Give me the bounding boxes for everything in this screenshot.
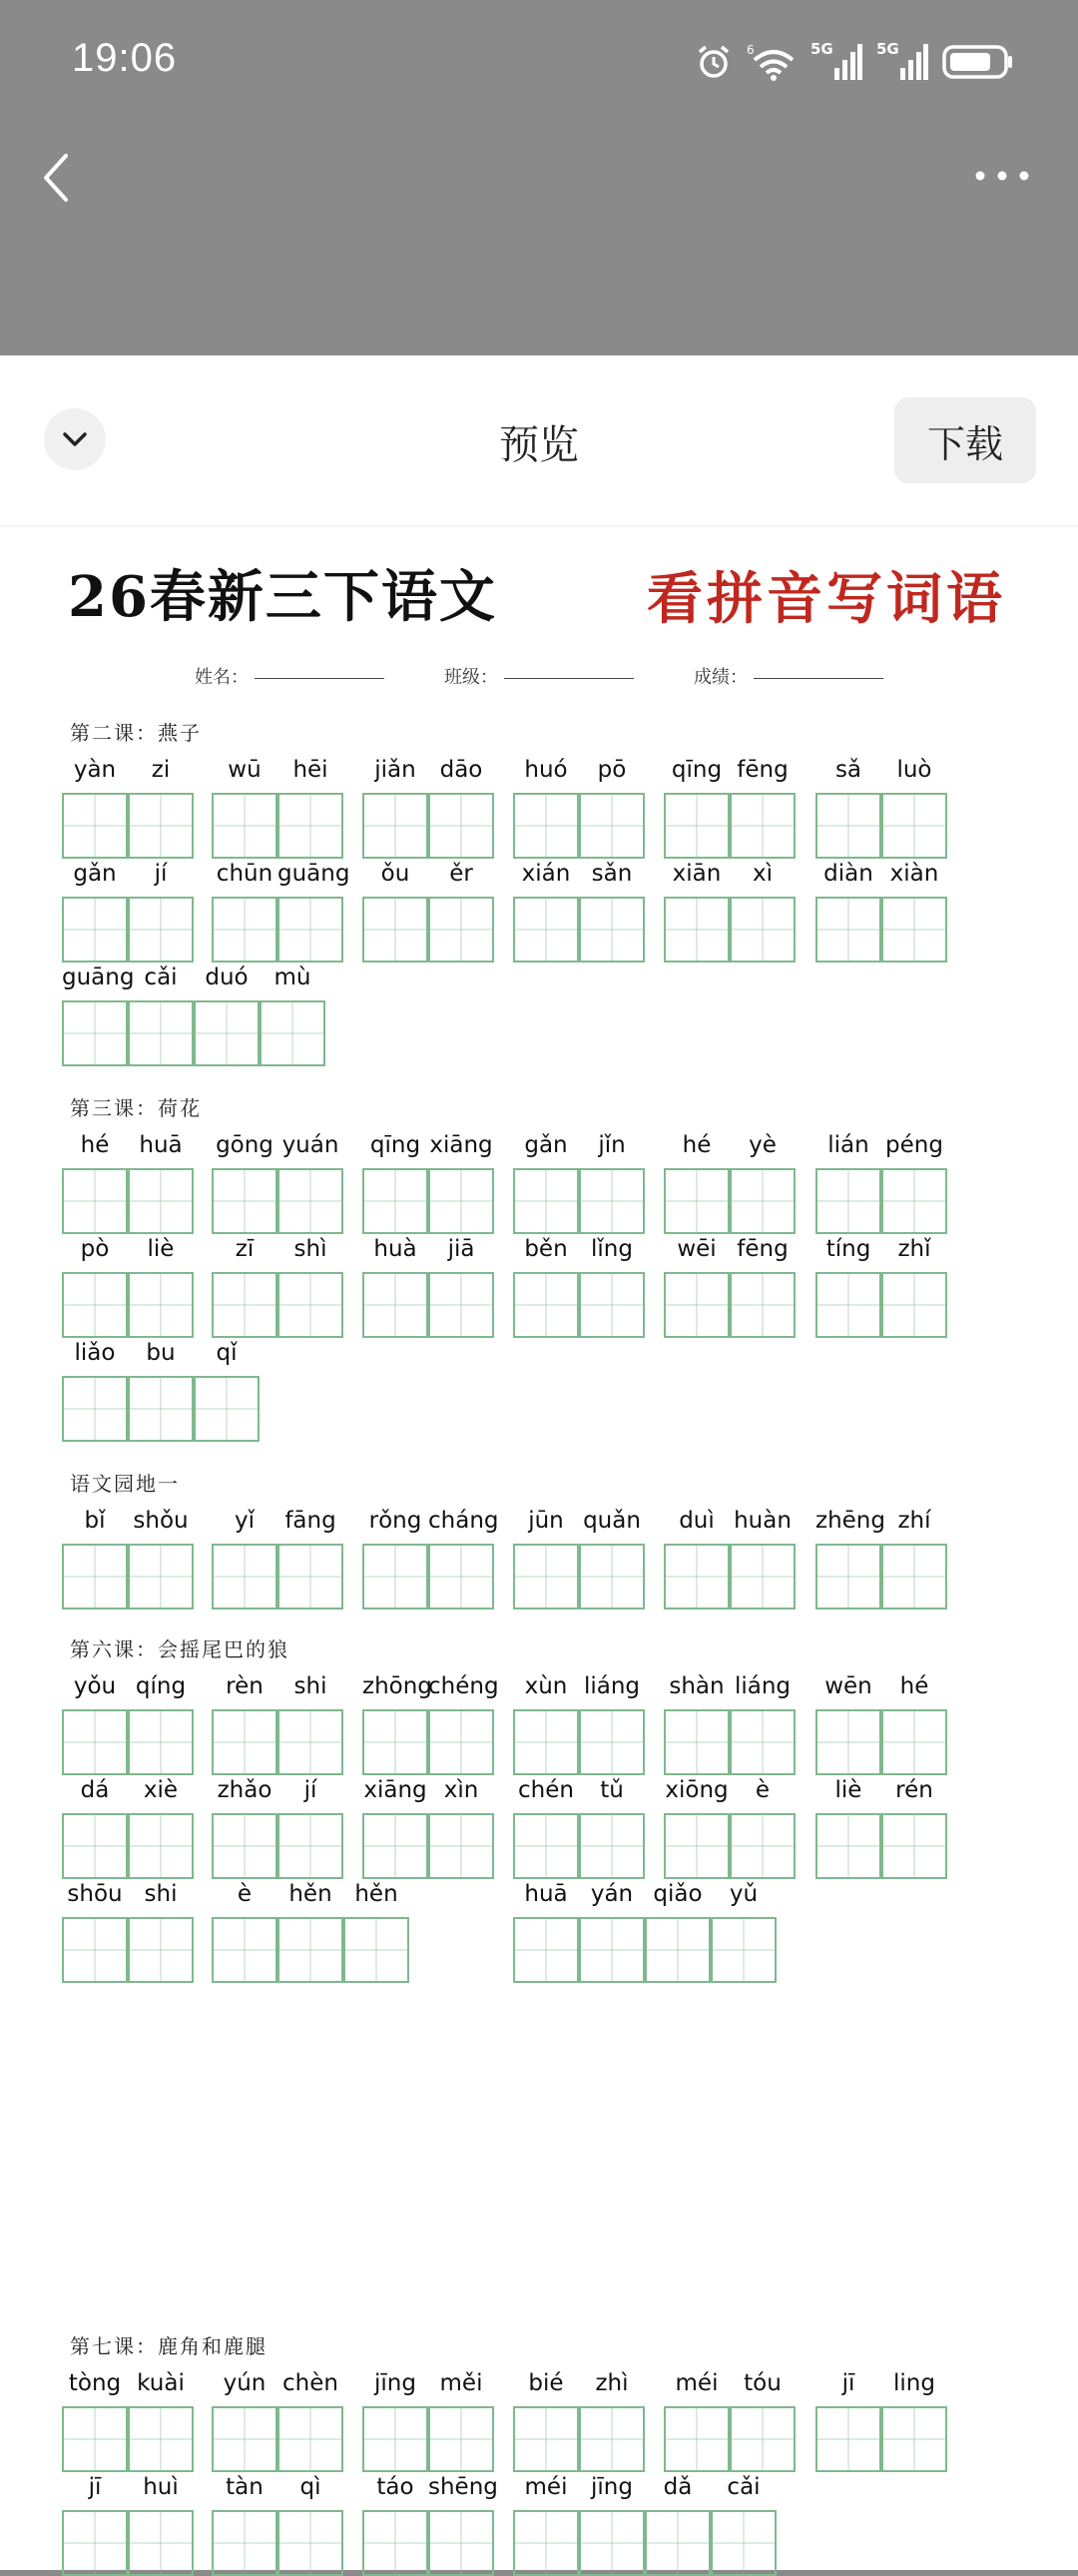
writing-box [664,2406,730,2472]
writing-box [513,2406,579,2472]
pinyin-label: qīng [671,757,723,783]
writing-box [513,1272,579,1338]
pinyin-label: jǐn [598,1132,626,1158]
pinyin-label: rèn [226,1673,264,1699]
status-bar [0,0,1078,120]
writing-box [62,1917,128,1983]
pinyin-label: huàn [734,1508,792,1534]
pinyin-label: zhǐ [897,1236,931,1262]
lesson-title: 第二课：燕子 [70,721,202,745]
writing-box [62,897,128,963]
writing-box [881,897,947,963]
writing-box [277,897,343,963]
pinyin-label: lián [827,1132,869,1158]
writing-box [62,1000,128,1066]
pinyin-label: shēng [428,2474,498,2500]
preview-sheet [0,355,1078,2500]
writing-box [579,897,645,963]
signal-2-label: 5G [876,40,899,58]
writing-box [62,793,128,859]
pinyin-label: fāng [284,1508,336,1534]
writing-box [128,1544,194,1610]
pinyin-label: shì [293,1236,327,1262]
score-blank [754,678,883,679]
writing-box [128,2406,194,2472]
pinyin-label: qíng [135,1673,187,1699]
writing-box [815,1544,881,1610]
writing-box [212,2406,277,2472]
pinyin-label: liǎo [74,1340,116,1366]
pinyin-label: méi [524,2474,568,2500]
pinyin-label: zhì [595,2370,629,2396]
pinyin-label: yún [223,2370,267,2396]
class-label: 班级： [444,667,498,688]
writing-box [579,1168,645,1234]
writing-box [62,1272,128,1338]
lesson-title: 第七课：鹿角和鹿腿 [70,2334,268,2358]
name-blank [255,678,384,679]
pinyin-label: huà [373,1236,417,1262]
pinyin-label: xiān [672,861,722,887]
writing-box [645,2510,711,2576]
pinyin-label: gōng [216,1132,273,1158]
pinyin-label: wēi [677,1236,717,1262]
pinyin-label: pō [597,757,627,783]
pinyin-label: xìn [443,1777,479,1803]
writing-box [881,1168,947,1234]
pinyin-label: xián [521,861,571,887]
writing-box [362,1544,428,1610]
status-icons [695,40,1014,84]
writing-box [194,1376,260,1442]
writing-box [343,1917,409,1983]
pinyin-label: hēi [292,757,328,783]
pinyin-label: cǎi [727,2474,761,2500]
signal-strength-1 [810,42,862,82]
writing-box [513,1544,579,1610]
writing-box [730,1168,796,1234]
writing-box [815,793,881,859]
pinyin-label: cháng [428,1508,499,1534]
pinyin-label: huó [524,757,568,783]
pinyin-label: yàn [73,757,117,783]
writing-box [212,2510,277,2576]
writing-box [277,1272,343,1338]
pinyin-label: dá [80,1777,110,1803]
document-page-2 [0,2270,1078,2570]
writing-box [881,1813,947,1879]
writing-box [730,1813,796,1879]
pinyin-label: yǒu [73,1673,117,1699]
pinyin-label: hé [80,1132,110,1158]
pinyin-label: jí [303,1777,317,1803]
pinyin-label: huā [139,1132,183,1158]
pinyin-label: pò [80,1236,110,1262]
writing-box [730,1544,796,1610]
pinyin-label: zhǎo [217,1777,272,1803]
svg-text:6: 6 [747,43,755,57]
writing-box [428,793,494,859]
pinyin-label: shi [144,1881,178,1907]
writing-box [730,1272,796,1338]
pinyin-label: cǎi [144,965,178,990]
name-field [195,663,384,689]
pinyin-label: zhēng [815,1508,885,1534]
pinyin-label: ling [893,2370,935,2396]
writing-box [513,2510,579,2576]
writing-box [62,1709,128,1775]
writing-box [428,1272,494,1338]
document-page-1 [0,527,1078,2392]
more-button[interactable] [972,158,1032,194]
pinyin-label: liè [147,1236,175,1262]
pinyin-label: táo [376,2474,414,2500]
pinyin-label: xì [752,861,773,887]
writing-box [128,1709,194,1775]
pinyin-label: shàn [669,1673,725,1699]
pinyin-label: xiāng [429,1132,493,1158]
writing-box [881,2406,947,2472]
writing-box [815,1709,881,1775]
pinyin-label: xiōng [665,1777,729,1803]
writing-box [428,1544,494,1610]
writing-box [513,1709,579,1775]
pinyin-label: hé [899,1673,929,1699]
pinyin-label: zhōng [362,1673,432,1699]
writing-box [212,1168,277,1234]
pinyin-label: chūn [216,861,273,887]
writing-box [815,1168,881,1234]
writing-box [664,1272,730,1338]
signal-bars-icon [876,42,928,82]
pinyin-label: liè [834,1777,862,1803]
pinyin-label: guāng [62,965,135,990]
writing-box [815,897,881,963]
pinyin-label: rǒng [368,1508,422,1534]
pinyin-label: guāng [277,861,350,887]
pinyin-label: tíng [825,1236,871,1262]
writing-box [277,1168,343,1234]
pinyin-label: sǎ [834,757,862,783]
writing-box [212,793,277,859]
pinyin-label: běn [524,1236,568,1262]
pinyin-label: huā [524,1881,568,1907]
pinyin-label: tàn [226,2474,264,2500]
signal-strength-2 [876,42,928,82]
pinyin-label: rén [895,1777,933,1803]
pinyin-label: bié [528,2370,564,2396]
pinyin-label: yè [749,1132,777,1158]
pinyin-label: jí [154,861,168,887]
writing-box [362,1813,428,1879]
more-dots-icon [972,158,1032,194]
writing-box [513,793,579,859]
writing-box [277,1917,343,1983]
wifi-6-icon [747,42,797,82]
pinyin-label: liáng [734,1673,792,1699]
writing-box [513,1917,579,1983]
signal-1-label: 5G [810,40,833,58]
writing-box [362,1709,428,1775]
student-info-row [0,663,1078,689]
writing-box [881,1544,947,1610]
writing-box [128,1376,194,1442]
score-label: 成绩： [694,667,748,688]
writing-box [428,1168,494,1234]
pinyin-label: bu [146,1340,176,1366]
pinyin-label: tǔ [600,1777,624,1803]
writing-box [362,1168,428,1234]
writing-box [664,1709,730,1775]
writing-box [513,897,579,963]
pinyin-label: qīng [369,1132,421,1158]
writing-box [664,1544,730,1610]
pinyin-label: xiè [143,1777,179,1803]
writing-box [664,793,730,859]
pinyin-label: qì [299,2474,321,2500]
pinyin-label: è [755,1777,771,1803]
writing-box [362,2510,428,2576]
back-button[interactable] [36,150,80,206]
pinyin-label: shōu [67,1881,123,1907]
writing-box [62,2406,128,2472]
pinyin-label: xùn [524,1673,568,1699]
writing-box [815,1272,881,1338]
chevron-left-icon [36,150,80,206]
document-title: 26春新三下语文 [68,564,497,630]
battery-icon [942,44,1014,80]
pinyin-label: dāo [439,757,483,783]
writing-box [881,1709,947,1775]
writing-box [664,1813,730,1879]
writing-box [62,1813,128,1879]
writing-box [277,2406,343,2472]
pinyin-label: fēng [737,757,789,783]
writing-box [579,1544,645,1610]
writing-box [260,1000,325,1066]
signal-bars-icon [810,42,862,82]
writing-box [62,1376,128,1442]
writing-box [579,2406,645,2472]
pinyin-label: liáng [583,1673,641,1699]
writing-box [513,1813,579,1879]
pinyin-label: hěn [354,1881,398,1907]
score-field [694,663,883,689]
writing-box [815,2406,881,2472]
pinyin-label: xiàn [889,861,939,887]
pinyin-label: bǐ [84,1508,106,1534]
pinyin-label: chéng [428,1673,499,1699]
pinyin-label: quǎn [583,1508,641,1534]
pinyin-label: shǒu [133,1508,189,1534]
pinyin-label: dǎ [663,2474,693,2500]
pinyin-label: lǐng [591,1236,633,1262]
writing-box [212,1709,277,1775]
writing-box [579,1709,645,1775]
pinyin-label: yuán [281,1132,339,1158]
pinyin-label: duó [205,965,249,990]
lesson-title: 语文园地一 [70,1472,180,1496]
pinyin-label: qiǎo [653,1881,703,1907]
pinyin-label: jūn [528,1508,564,1534]
writing-box [128,1272,194,1338]
pinyin-label: ěr [449,861,473,887]
pinyin-label: huì [143,2474,179,2500]
writing-box [277,1544,343,1610]
pinyin-label: péng [885,1132,943,1158]
pinyin-label: luò [896,757,932,783]
writing-box [128,1917,194,1983]
writing-box [362,1272,428,1338]
writing-box [277,2510,343,2576]
writing-box [194,1000,260,1066]
writing-box [730,2406,796,2472]
writing-box [579,793,645,859]
writing-box [128,1813,194,1879]
writing-box [128,1168,194,1234]
writing-box [664,897,730,963]
writing-box [579,2510,645,2576]
writing-box [645,1917,711,1983]
lesson-title: 第三课：荷花 [70,1096,202,1120]
writing-box [62,2510,128,2576]
pinyin-label: jīng [374,2370,416,2396]
writing-box [62,1544,128,1610]
writing-box [730,1709,796,1775]
sheet-header [0,355,1078,525]
writing-box [428,1709,494,1775]
writing-box [428,1813,494,1879]
writing-box [579,1813,645,1879]
pinyin-label: hé [682,1132,712,1158]
pinyin-label: zhí [897,1508,931,1534]
pinyin-label: hěn [288,1881,332,1907]
pinyin-label: měi [439,2370,483,2396]
download-button[interactable]: 下载 [894,397,1036,483]
writing-box [362,2406,428,2472]
writing-box [128,793,194,859]
writing-box [513,1168,579,1234]
pinyin-label: ǒu [380,861,410,887]
writing-box [664,1168,730,1234]
writing-box [362,897,428,963]
pinyin-label: fēng [737,1236,789,1262]
writing-box [730,793,796,859]
pinyin-label: yǐ [234,1508,255,1534]
pinyin-label: jī [841,2370,855,2396]
writing-box [212,1917,277,1983]
pinyin-label: mù [273,965,311,990]
writing-box [711,1917,777,1983]
pinyin-label: tòng [68,2370,122,2396]
class-blank [504,678,634,679]
writing-box [128,1000,194,1066]
pinyin-label: gǎn [73,861,117,887]
writing-box [362,793,428,859]
writing-box [128,2510,194,2576]
writing-box [62,1168,128,1234]
pinyin-label: zi [151,757,171,783]
pinyin-label: è [237,1881,253,1907]
writing-box [579,1917,645,1983]
writing-box [212,1813,277,1879]
pinyin-label: jīng [591,2474,633,2500]
writing-box [428,897,494,963]
pinyin-label: yǔ [729,1881,759,1907]
pinyin-label: yán [590,1881,634,1907]
pinyin-label: jiǎn [374,757,416,783]
writing-box [212,1544,277,1610]
name-label: 姓名： [195,667,249,688]
pinyin-label: zī [235,1236,255,1262]
writing-box [277,1813,343,1879]
pinyin-label: chèn [282,2370,338,2396]
writing-box [579,1272,645,1338]
writing-box [212,897,277,963]
pinyin-label: wēn [824,1673,872,1699]
writing-box [428,2406,494,2472]
writing-box [815,1813,881,1879]
pinyin-label: jiā [447,1236,475,1262]
pinyin-label: duì [679,1508,715,1534]
writing-box [277,1709,343,1775]
pinyin-label: xiāng [363,1777,427,1803]
writing-box [128,897,194,963]
pinyin-label: sǎn [591,861,633,887]
status-time: 19:06 [72,36,178,80]
writing-box [711,2510,777,2576]
writing-box [730,897,796,963]
pinyin-label: chén [518,1777,574,1803]
pinyin-label: méi [675,2370,719,2396]
pinyin-label: jī [88,2474,102,2500]
pinyin-label: shi [293,1673,327,1699]
writing-box [881,793,947,859]
pinyin-label: kuài [137,2370,185,2396]
writing-box [277,793,343,859]
pinyin-label: wū [228,757,262,783]
lesson-title: 第六课：会摇尾巴的狼 [70,1637,289,1661]
pinyin-label: tóu [744,2370,782,2396]
pinyin-label: gǎn [524,1132,568,1158]
pinyin-label: diàn [823,861,873,887]
alarm-clock-icon [695,43,733,81]
pinyin-label: qǐ [216,1340,238,1366]
sheet-title: 预览 [499,422,579,468]
writing-box [881,1272,947,1338]
class-field [444,663,634,689]
document-subtitle: 看拼音写词语 [647,566,1006,632]
writing-box [212,1272,277,1338]
writing-box [428,2510,494,2576]
